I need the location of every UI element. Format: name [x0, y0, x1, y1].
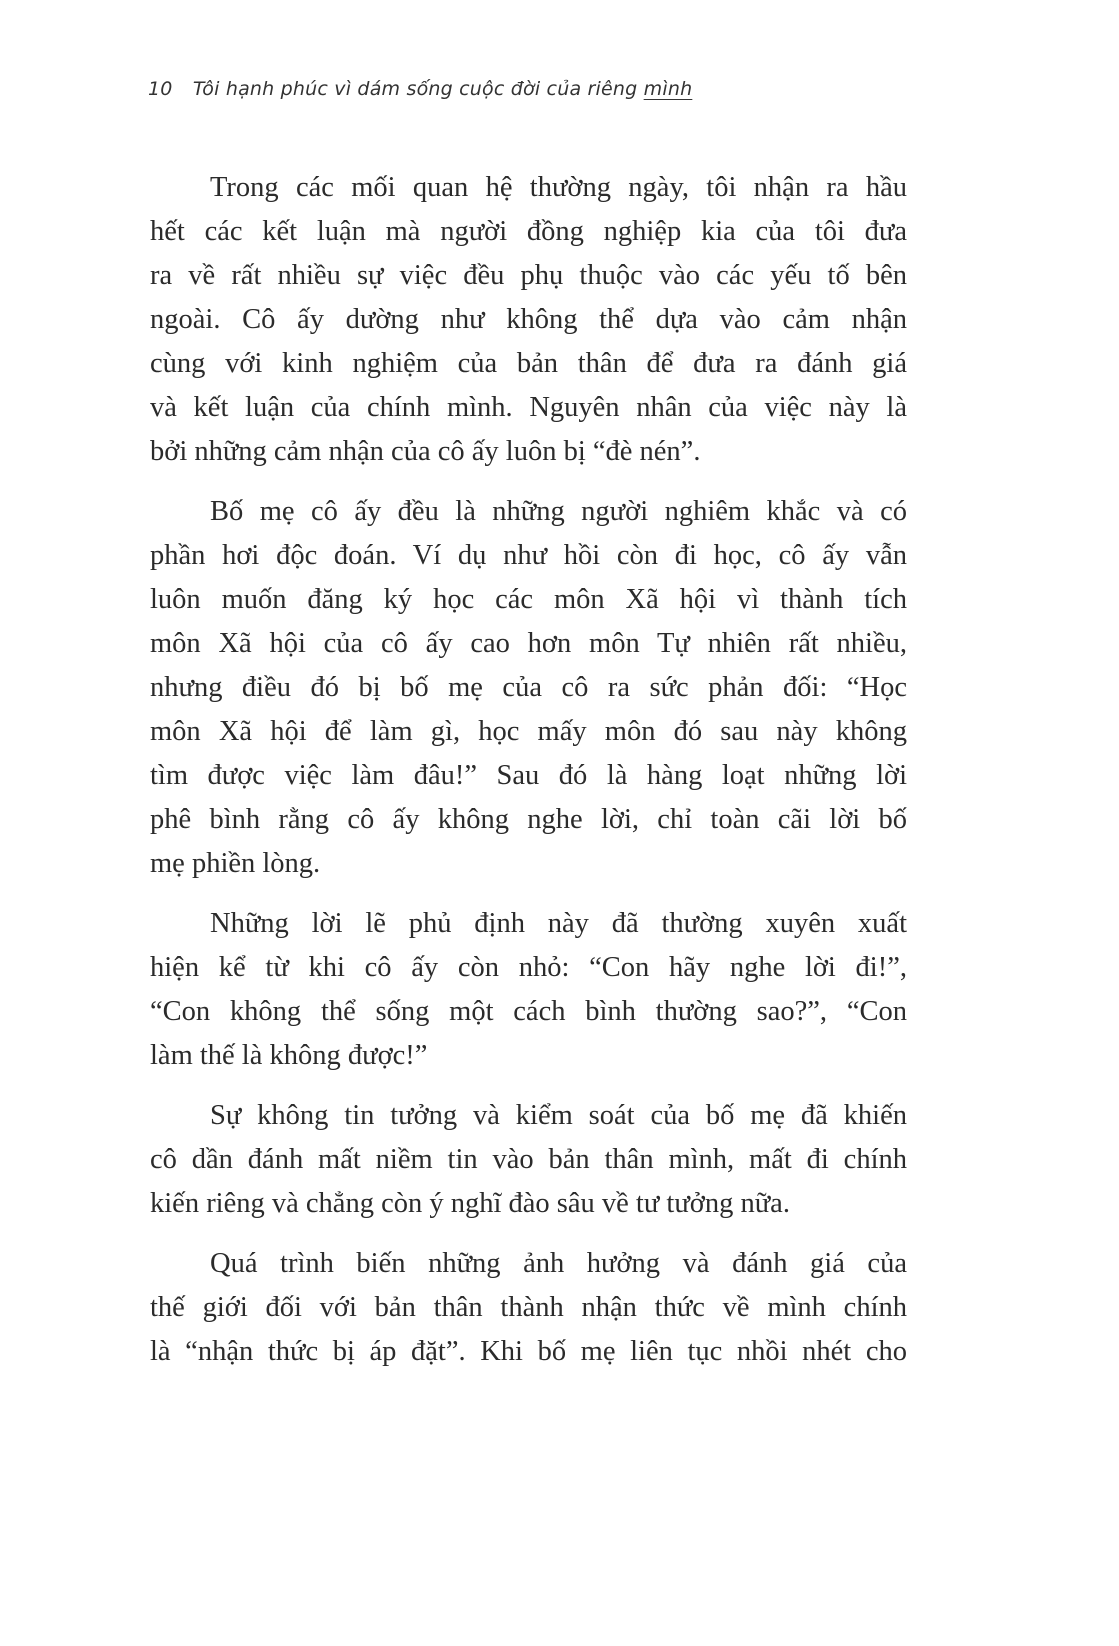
- text-line: là “nhận thức bị áp đặt”. Khi bố mẹ liên tục nhồi nhét cho: [150, 1336, 907, 1367]
- page-number: 10: [148, 78, 173, 100]
- paragraph: [150, 1242, 907, 1374]
- text-line: môn Xã hội để làm gì, học mấy môn đó sau này không: [150, 716, 907, 747]
- text-line: phê bình rằng cô ấy không nghe lời, chỉ toàn cãi lời bố: [150, 804, 907, 835]
- paragraph: [150, 490, 907, 886]
- text-line: tìm được việc làm đâu!” Sau đó là hàng loạt những lời: [150, 760, 907, 791]
- book-title: Tôi hạnh phúc vì dám sống cuộc đời của riêng: [192, 78, 638, 100]
- paragraph: [150, 902, 907, 1078]
- text-line: kiến riêng và chẳng còn ý nghĩ đào sâu về tư tưởng nữa.: [150, 1188, 790, 1219]
- text-line: thế giới đối với bản thân thành nhận thức về mình chính: [150, 1292, 907, 1323]
- text-line: làm thế là không được!”: [150, 1040, 428, 1071]
- text-line: phần hơi độc đoán. Ví dụ như hồi còn đi học, cô ấy vẫn: [150, 540, 907, 571]
- text-line: hết các kết luận mà người đồng nghiệp kia của tôi đưa: [150, 216, 907, 247]
- text-line: và kết luận của chính mình. Nguyên nhân của việc này là: [150, 392, 907, 423]
- text-line: Những lời lẽ phủ định này đã thường xuyên xuất: [210, 908, 907, 939]
- body-text: [150, 166, 907, 1390]
- text-line: Sự không tin tưởng và kiểm soát của bố mẹ đã khiến: [210, 1100, 907, 1131]
- text-line: môn Xã hội của cô ấy cao hơn môn Tự nhiên rất nhiều,: [150, 628, 907, 659]
- text-line: hiện kể từ khi cô ấy còn nhỏ: “Con hãy nghe lời đi!”,: [150, 952, 907, 983]
- text-line: Trong các mối quan hệ thường ngày, tôi nhận ra hầu: [210, 172, 907, 203]
- text-line: cô dần đánh mất niềm tin vào bản thân mình, mất đi chính: [150, 1144, 907, 1175]
- text-line: Bố mẹ cô ấy đều là những người nghiêm khắc và có: [210, 496, 907, 527]
- text-line: nhưng điều đó bị bố mẹ của cô ra sức phản đối: “Học: [150, 672, 907, 703]
- text-line: bởi những cảm nhận của cô ấy luôn bị “đè nén”.: [150, 436, 701, 467]
- text-line: mẹ phiền lòng.: [150, 848, 321, 879]
- text-line: ngoài. Cô ấy dường như không thể dựa vào cảm nhận: [150, 304, 907, 335]
- text-line: “Con không thể sống một cách bình thường sao?”, “Con: [150, 996, 907, 1027]
- text-line: luôn muốn đăng ký học các môn Xã hội vì thành tích: [150, 584, 907, 615]
- paragraph: [150, 166, 907, 474]
- text-line: Quá trình biến những ảnh hưởng và đánh giá của: [210, 1248, 907, 1279]
- text-line: ra về rất nhiều sự việc đều phụ thuộc vào các yếu tố bên: [150, 260, 907, 291]
- paragraph: [150, 1094, 907, 1226]
- text-line: cùng với kinh nghiệm của bản thân để đưa ra đánh giá: [150, 348, 907, 379]
- running-header: [148, 78, 692, 100]
- book-title-underlined-word: mình: [643, 78, 693, 100]
